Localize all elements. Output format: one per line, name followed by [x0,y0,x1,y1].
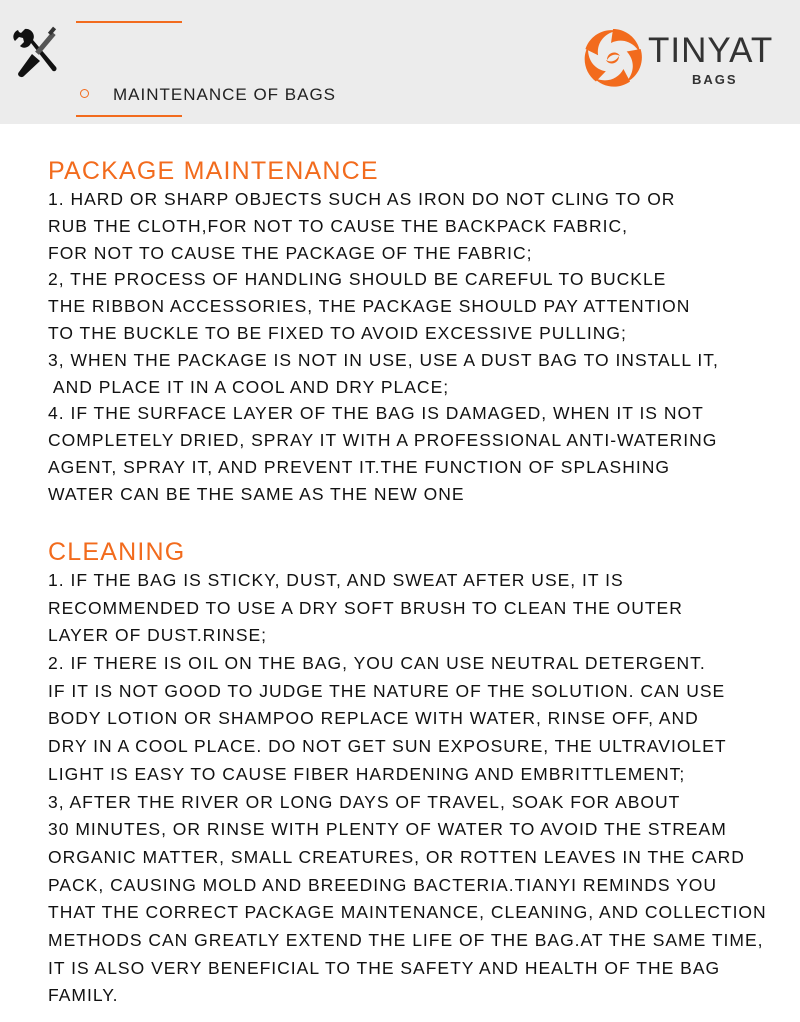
text-line: 2. IF THERE IS OIL ON THE BAG, YOU CAN USE NEUTRAL DETERGENT. [48,653,706,674]
section-package-maintenance [48,156,788,508]
text-line: AND PLACE IT IN A COOL AND DRY PLACE; [48,376,450,397]
text-line: 1. IF THE BAG IS STICKY, DUST, AND SWEAT AFTER USE, IT IS [48,570,624,590]
section-title: PACKAGE MAINTENANCE [48,157,379,185]
header-title: MAINTENANCE OF BAGS [113,85,337,104]
text-line: RUB THE CLOTH,FOR NOT TO CAUSE THE BACKPACK FABRIC, [48,215,628,236]
brand-subtitle: BAGS [692,72,738,87]
wrench-screwdriver-icon [10,24,60,80]
header-banner [0,0,800,124]
text-line: METHODS CAN GREATLY EXTEND THE LIFE OF THE BAG.AT THE SAME TIME, [48,929,764,950]
brand-logo [582,25,792,97]
text-line: LAYER OF DUST.RINSE; [48,625,268,646]
text-line: AGENT, SPRAY IT, AND PREVENT IT.THE FUNCTION OF SPLASHING [48,456,670,477]
text-line: DRY IN A COOL PLACE. DO NOT GET SUN EXPOSURE, THE ULTRAVIOLET [48,736,727,757]
text-line: 3, WHEN THE PACKAGE IS NOT IN USE, USE A DUST BAG TO INSTALL IT, [48,349,719,370]
section-text [48,186,788,508]
text-line: 2, THE PROCESS OF HANDLING SHOULD BE CAREFUL TO BUCKLE [48,269,667,290]
text-line: BODY LOTION OR SHAMPOO REPLACE WITH WATER, RINSE OFF, AND [48,708,699,729]
text-line: RECOMMENDED TO USE A DRY SOFT BRUSH TO CLEAN THE OUTER [48,597,683,618]
text-line: TO THE BUCKLE TO BE FIXED TO AVOID EXCESSIVE PULLING; [48,322,627,343]
text-line: WATER CAN BE THE SAME AS THE NEW ONE [48,483,465,504]
header-accent-line-bottom [76,115,182,117]
text-line: FAMILY. [48,985,119,1006]
text-line: PACK, CAUSING MOLD AND BREEDING BACTERIA.TIANYI REMINDS YOU [48,874,718,895]
text-line: 4. IF THE SURFACE LAYER OF THE BAG IS DAMAGED, WHEN IT IS NOT [48,403,704,424]
header-bullet-icon [80,89,89,98]
brand-name: TINYAT [648,31,774,70]
text-line: IT IS ALSO VERY BENEFICIAL TO THE SAFETY AND HEALTH OF THE BAG [48,957,721,978]
text-line: THAT THE CORRECT PACKAGE MAINTENANCE, CLEANING, AND COLLECTION [48,902,767,923]
swirl-logo-icon [582,27,644,89]
header-accent-line-top [76,21,182,23]
section-cleaning [48,537,788,1010]
text-line: LIGHT IS EASY TO CAUSE FIBER HARDENING AND EMBRITTLEMENT; [48,763,686,784]
text-line: 1. HARD OR SHARP OBJECTS SUCH AS IRON DO NOT CLING TO OR [48,189,676,209]
text-line: IF IT IS NOT GOOD TO JUDGE THE NATURE OF THE SOLUTION. CAN USE [48,680,726,701]
text-line: THE RIBBON ACCESSORIES, THE PACKAGE SHOULD PAY ATTENTION [48,296,691,317]
text-line: COMPLETELY DRIED, SPRAY IT WITH A PROFESSIONAL ANTI-WATERING [48,430,718,451]
text-line: FOR NOT TO CAUSE THE PACKAGE OF THE FABRIC; [48,242,533,263]
text-line: 30 MINUTES, OR RINSE WITH PLENTY OF WATER TO AVOID THE STREAM [48,819,727,840]
text-line: ORGANIC MATTER, SMALL CREATURES, OR ROTTEN LEAVES IN THE CARD [48,846,745,867]
text-line: 3, AFTER THE RIVER OR LONG DAYS OF TRAVEL, SOAK FOR ABOUT [48,791,681,812]
section-title: CLEANING [48,538,186,566]
section-text [48,567,788,1010]
